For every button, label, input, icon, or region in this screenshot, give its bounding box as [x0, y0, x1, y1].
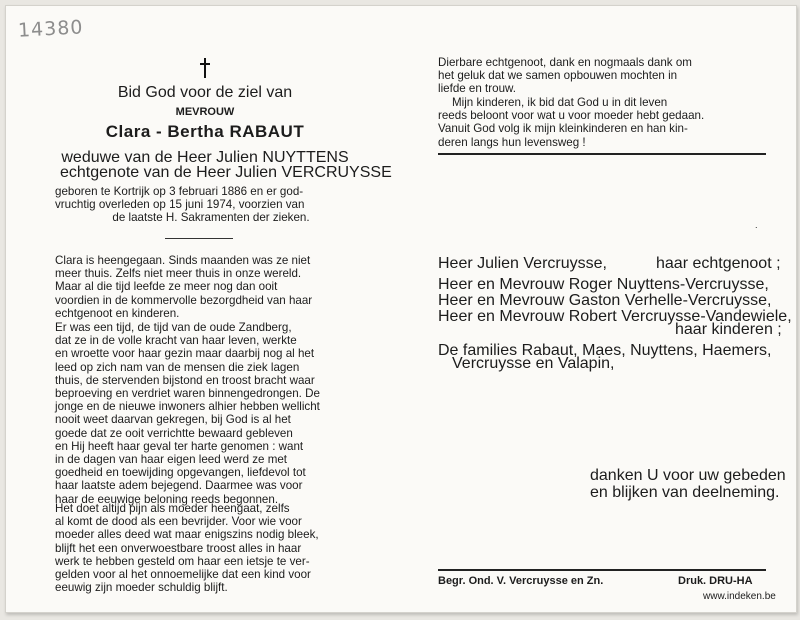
paragraph-1: [55, 254, 370, 320]
text-line: liefde en trouw.: [438, 82, 516, 96]
text-line: haar laatste adem bejegend. Daarmee was voor: [55, 479, 303, 493]
text-line: en wroette voor haar gezin maar daarbij nog al het: [55, 347, 315, 361]
thanks-line: en blijken van deelneming.: [590, 484, 780, 501]
text-line: Dierbare echtgenoot, dank en nogmaals dank om: [438, 56, 692, 69]
birth-death-line: de laatste H. Sakramenten der zieken.: [112, 211, 310, 225]
text-line: voordien in de kommervolle bezorgdheid van haar: [55, 293, 313, 307]
divider: [165, 238, 233, 239]
children-role: haar kinderen ;: [675, 321, 782, 338]
prayer-line: Bid God voor de ziel van: [117, 84, 293, 101]
text-line: jonge en de nieuwe inwoners alhier hebben wellicht: [55, 400, 320, 414]
spouse-line: echtgenote van de Heer Julien VERCRUYSSE: [60, 164, 392, 181]
husband-role: haar echtgenoot ;: [656, 255, 781, 272]
child-line: Heer en Mevrouw Robert Vercruysse-Vandewiele,: [438, 308, 792, 325]
text-line: Clara is heengegaan. Sinds maanden was ze niet: [55, 254, 311, 267]
text-line: werk te hebben gesteld om haar een ietsje te ver-: [55, 554, 310, 568]
paragraph-2: [55, 321, 370, 506]
text-line: blijft het een onverwoestbare troost alles in haar: [55, 541, 302, 555]
thanks-line: danken U voor uw gebeden: [590, 467, 786, 484]
dot-mark: .: [755, 220, 758, 230]
text-line: meer thuis. Zelfs niet meer thuis in onze wereld.: [55, 267, 302, 281]
text-line: echtgenoot en kinderen.: [55, 306, 180, 320]
text-line: reeds beloont voor wat u voor moeder hebt gedaan.: [438, 109, 705, 123]
text-line: dat ze in de volle kracht van haar leven, werkte: [55, 334, 297, 348]
deceased-name: Clara - Bertha RABAUT: [105, 122, 305, 141]
text-line: Mijn kinderen, ik bid dat God u in dit leven: [452, 96, 668, 109]
text-line: deren langs hun levensweg !: [438, 135, 586, 149]
cross-icon: [200, 58, 210, 78]
text-line: en Hij heeft haar geval ter harte genomen : want: [55, 439, 304, 453]
birth-death-line: geboren te Kortrijk op 3 februari 1886 en er god-: [55, 185, 304, 198]
right-paragraph-1: [438, 56, 766, 96]
child-line: Heer en Mevrouw Roger Nuyttens-Vercruysse,: [438, 276, 769, 293]
right-paragraph-2: [438, 96, 766, 149]
text-line: goede dat ze ooit verrichtte bewaard gebleven: [55, 426, 293, 440]
text-line: Maar al die tijd leefde ze meer nog dan ooit: [55, 280, 278, 294]
text-line: gelden voor al het onnoemelijke dat een kind voor: [55, 568, 311, 582]
text-line: haar de eeuwige beloning reeds begonnen.: [55, 492, 279, 506]
divider: [438, 569, 766, 571]
text-line: thuis, de stervenden bijstond en troost bracht waar: [55, 373, 315, 387]
child-line: Heer en Mevrouw Gaston Verhelle-Vercruysse,: [438, 292, 772, 309]
husband-name: Heer Julien Vercruysse,: [438, 255, 607, 272]
families-line: Vercruysse en Valapin,: [452, 355, 615, 372]
divider: [438, 153, 766, 155]
text-line: goedheid en toewijding opgevangen, liefdevol tot: [55, 466, 306, 480]
undertaker: Begr. Ond. V. Vercruysse en Zn.: [438, 575, 604, 587]
watermark: www.indeken.be: [703, 591, 776, 602]
text-line: Er was een tijd, de tijd van de oude Zandberg,: [55, 321, 292, 334]
text-line: het geluk dat we samen opbouwen mochten in: [438, 69, 678, 83]
birth-death-block: [55, 185, 367, 225]
text-line: nooit weet daarvan gekregen, bij God is al het: [55, 413, 291, 427]
text-line: leed op zich nam van de mensen die ziek lagen: [55, 360, 300, 374]
text-line: in de dagen van haar eigen leed werd ze met: [55, 453, 288, 467]
archive-number: 14380: [17, 16, 84, 42]
paragraph-3: [55, 502, 370, 594]
text-line: beproeving en verdriet waren binnengedrongen. De: [55, 387, 320, 401]
widow-line: weduwe van de Heer Julien NUYTTENS: [61, 149, 349, 166]
text-line: moeder alles deed wat maar enigszins nodig bleek,: [55, 528, 319, 542]
text-line: Het doet altijd pijn als moeder heengaat, zelfs: [55, 502, 290, 515]
salutation: MEVROUW: [175, 106, 235, 118]
families-line: De families Rabaut, Maes, Nuyttens, Haemers,: [438, 342, 772, 359]
text-line: Vanuit God volg ik mijn kleinkinderen en han kin-: [438, 122, 688, 136]
text-line: al komt de dood als een bevrijder. Voor wie voor: [55, 515, 302, 529]
printer: Druk. DRU-HA: [678, 575, 753, 587]
text-line: eeuwig zijn moeder schuldig blijft.: [55, 581, 228, 595]
birth-death-line: vruchtig overleden op 15 juni 1974, voorzien van: [55, 198, 305, 212]
